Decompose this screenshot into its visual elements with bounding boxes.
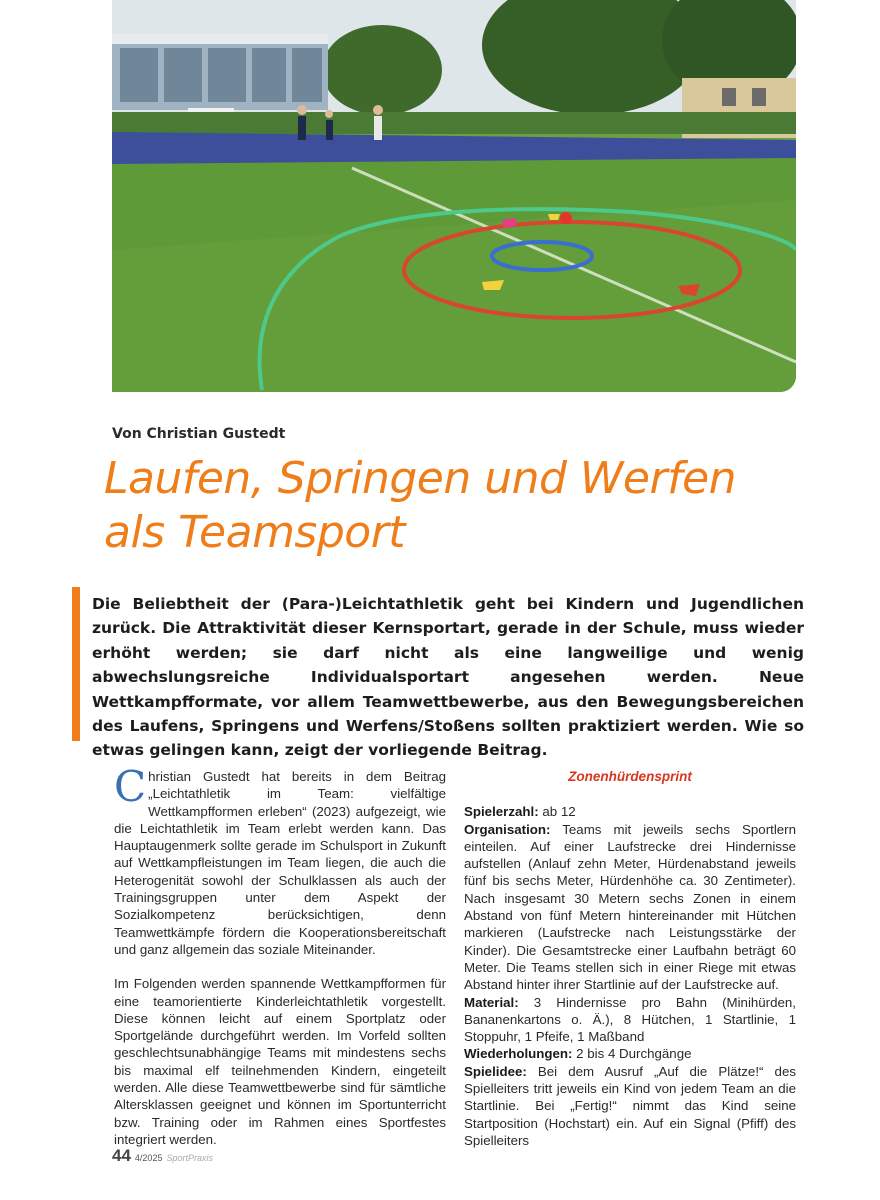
magazine-name: SportPraxis	[166, 1153, 213, 1163]
info-item-organisation	[464, 821, 796, 994]
info-item-material	[464, 994, 796, 1046]
body-paragraph: Im Folgenden werden spannende Wettkampfformen für eine teamorientierte Kinderleichtathletik vorgestellt. Diese können leicht auf einem Sportplatz oder Sportgelände durchgeführt werden. Im Vorfeld sollten geschlechtsunabhängige Teams mit mindestens sechs bis maximal elf teilnehmenden Kindern, eingeteilt werden. Alle diese Teamwettbewerbe sind für sämtliche Altersklassen geeignet und können im Sportunterricht bzw. Training oder im Rahmen eines Sportfestes integriert werden.	[114, 976, 446, 1147]
info-text: 2 bis 4 Durchgänge	[572, 1046, 692, 1062]
info-term: Organisation:	[464, 821, 551, 837]
info-text: Teams mit jeweils sechs Sportlern einteilen. Auf einer Laufstrecke drei Hindernisse aufstellen (Anlauf zehn Meter, Hürdenabstand jeweils fünf bis sechs Meter, Hürdenhöhe ca. 30 Zentimeter). Nach insgesamt 30 Metern sechs Zonen in einem Abstand von fünf Metern hintereinander mit Hütchen markieren (Laufstrecke nach Leistungsstärke der Kinder). Die Gesamtstrecke einer Laufbahn beträgt 60 Meter. Die Teams stellen sich in einer Riege mit etwas Abstand hinter ihrer Startlinie auf der Laufstrecke auf.	[464, 821, 796, 993]
page-footer	[112, 1146, 213, 1166]
info-term: Spielidee:	[464, 1063, 527, 1079]
field-photo-illustration	[112, 0, 796, 392]
right-column	[464, 768, 796, 1149]
info-text: ab 12	[538, 804, 576, 820]
page-number: 44	[112, 1146, 131, 1165]
left-column	[114, 762, 446, 1148]
intro-paragraph-text: hristian Gustedt hat bereits in dem Beitrag „Leichtathletik im Team: vielfältige Wettkampfformen erleben“ (2023) aufgezeigt, wie die Leichtathletik im Team erlebt werden kann. Das Hauptaugenmerk sollte gerade im Schulsport in Zukunft auf Wettkampfleistungen im Team liegen, die auch die Heterogenität sowohl der Schulklassen als auch der Trainingsgruppen unter dem Aspekt der Sozialkompetenz berücksichtigen, denn Teamwettkämpfe fördern die Kooperationsbereitschaft und ganz allgemein das soziale Miteinander.	[114, 769, 446, 957]
title-line-1: Laufen, Springen und Werfen	[104, 453, 737, 504]
dropcap: C	[114, 762, 147, 811]
info-term: Spielerzahl:	[464, 804, 539, 820]
info-text: Bei dem Ausruf „Auf die Plätze!“ des Spielleiters tritt jeweils ein Kind von jedem Team an die Startlinie. Bei „Fertig!“ nimmt das Kind seine Startposition (Hochstart) ein. Auf ein Signal (Pfiff) des Spielleiters	[464, 1063, 796, 1148]
title-line-2: als Teamsport	[104, 507, 406, 558]
info-term: Material:	[464, 994, 519, 1010]
lead-paragraph: Die Beliebtheit der (Para-)Leichtathletik geht bei Kindern und Jugendlichen zurück. Die Attraktivität dieser Kernsportart, gerade in der Schule, muss wieder erhöht werden; sie darf nicht als eine langweilige und wenig abwechslungsreiche Individualsportart angesehen werden. Neue Wettkampfformate, vor allem Teamwettbewerbe, aus den Bewegungsbereichen des Laufens, Springens und Werfens/Stoßens sollten praktiziert werden. Wie so etwas gelingen kann, zeigt der vorliegende Beitrag.	[92, 595, 804, 760]
info-item-game-idea	[464, 1063, 796, 1149]
intro-paragraph	[114, 762, 446, 958]
article-photo	[112, 0, 796, 392]
byline: Von Christian Gustedt	[112, 426, 286, 442]
lead-accent-bar	[72, 587, 80, 741]
issue-number: 4/2025	[134, 1153, 163, 1163]
info-term: Wiederholungen:	[464, 1046, 573, 1062]
info-item-repetitions	[464, 1045, 796, 1062]
info-text: 3 Hindernisse pro Bahn (Minihürden, Bananenkartons o. Ä.), 8 Hütchen, 1 Startlinie, 1 Stoppuhr, 1 Pfeife, 1 Maßband	[464, 994, 796, 1045]
info-item-players	[464, 803, 796, 820]
article-title	[104, 452, 824, 560]
section-title: Zonenhürdensprint	[568, 769, 692, 784]
